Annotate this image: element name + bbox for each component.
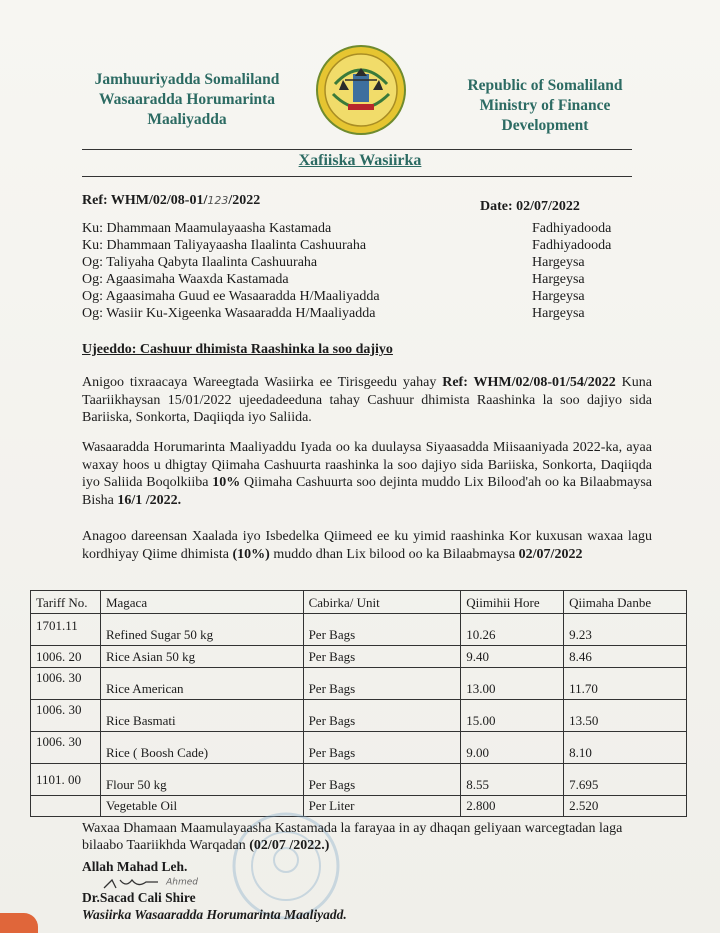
paragraph-1 bbox=[82, 374, 652, 427]
cell-old-price: 13.00 bbox=[461, 668, 564, 700]
signer-name: Dr.Sacad Cali Shire bbox=[82, 890, 196, 905]
p2-date: 16/1 /2022. bbox=[117, 492, 182, 508]
table-header-row bbox=[31, 591, 687, 614]
p2-text-mid: Qiimaha Cashuurta soo dejinta muddo Lix Bilood'ah oo ka Bilaabmaysa Bisha bbox=[82, 475, 652, 508]
col-old-price: Qiimihii Hore bbox=[461, 591, 564, 614]
col-new-price: Qiimaha Danbe bbox=[564, 591, 687, 614]
cell-tariff: 1101. 00 bbox=[31, 764, 101, 796]
reference-number bbox=[82, 193, 260, 209]
p3-text: Anagoo dareensan Xaalada iyo Isbedelka Qiimeed ee ku yimid raashinka Kor kuxusan waxaa lagu kordhiyay Qiime dhimista bbox=[82, 529, 652, 562]
cell-name: Rice Basmati bbox=[100, 700, 303, 732]
header-english bbox=[430, 76, 660, 136]
col-name: Magaca bbox=[100, 591, 303, 614]
recipient-place: Hargeysa bbox=[532, 255, 585, 270]
p1-text-end: Kuna Taariikhaysan 15/01/2022 ujeedadeeduna tahay Cashuur dhimista Raashinka la soo dajiyo sida Bariiska, Sonkorta, Daqiiqda iyo Saliida. bbox=[82, 375, 652, 425]
cell-unit: Per Bags bbox=[303, 764, 461, 796]
table-row bbox=[31, 764, 687, 796]
col-unit: Cabirka/ Unit bbox=[303, 591, 461, 614]
header-left-line-3: Maaliyadda bbox=[147, 111, 227, 128]
cell-name: Rice Asian 50 kg bbox=[100, 646, 303, 668]
p3-percent: (10%) bbox=[232, 546, 270, 562]
signer-title: Wasiirka Wasaaradda Horumarinta Maaliyadd. bbox=[82, 907, 347, 922]
p2-text: Wasaaradda Horumarinta Maaliyaddu Iyada oo ka duulaysa Siyaasadda Miisaaniyada 2022-ka, ayaa waxay hoos u dhigtay Qiimaha Cashuurta raashinka la soo dajiyo sida Bariiska, Sonkorta, Daqiiqda iyo Saliida Boqolkiiba bbox=[82, 440, 652, 490]
cell-tariff: 1701.11 bbox=[31, 614, 101, 646]
cell-tariff: 1006. 30 bbox=[31, 732, 101, 764]
recipient-row bbox=[82, 305, 642, 322]
header-right-line-3: Development bbox=[501, 117, 589, 134]
recipient-place: Hargeysa bbox=[532, 306, 585, 321]
cell-tariff bbox=[31, 796, 101, 817]
cell-new-price: 8.46 bbox=[564, 646, 687, 668]
header-rule-top bbox=[82, 149, 632, 150]
cell-new-price: 9.23 bbox=[564, 614, 687, 646]
closing-text: Waxaa Dhamaan Maamulayaasha Kastamada la farayaa in ay dhaqan geliyaan warcegtadan laga bilaabo Taariikhda Warqadan bbox=[82, 821, 623, 853]
ref-prefix: Ref: WHM/02/08-01/ bbox=[82, 193, 208, 208]
cell-name: Rice ( Boosh Cade) bbox=[100, 732, 303, 764]
header-right-line-1: Republic of Somaliland bbox=[467, 77, 623, 94]
header-left-line-2: Wasaaradda Horumarinta bbox=[98, 91, 276, 108]
cell-unit: Per Liter bbox=[303, 796, 461, 817]
recipient-list bbox=[82, 220, 642, 322]
cell-old-price: 9.40 bbox=[461, 646, 564, 668]
paragraph-2 bbox=[82, 439, 652, 509]
cell-new-price: 13.50 bbox=[564, 700, 687, 732]
cell-unit: Per Bags bbox=[303, 668, 461, 700]
col-tariff-no: Tariff No. bbox=[31, 591, 101, 614]
cell-new-price: 8.10 bbox=[564, 732, 687, 764]
paragraph-3 bbox=[82, 528, 652, 563]
recipient-name: Og: Wasiir Ku-Xigeenka Wasaaradda H/Maaliyadda bbox=[82, 306, 376, 321]
header-right-line-2: Ministry of Finance bbox=[479, 97, 611, 114]
cell-tariff: 1006. 30 bbox=[31, 700, 101, 732]
cell-unit: Per Bags bbox=[303, 700, 461, 732]
recipient-row bbox=[82, 254, 642, 271]
recipient-name: Og: Taliyaha Qabyta Ilaalinta Cashuuraha bbox=[82, 255, 318, 270]
table-row bbox=[31, 732, 687, 764]
table-row bbox=[31, 700, 687, 732]
table-row bbox=[31, 614, 687, 646]
ref-handwritten: 123 bbox=[207, 194, 229, 207]
p1-ref: Ref: WHM/02/08-01/54/2022 bbox=[442, 375, 616, 390]
cell-tariff: 1006. 30 bbox=[31, 668, 101, 700]
table-row bbox=[31, 668, 687, 700]
table-row bbox=[31, 646, 687, 668]
corner-decoration bbox=[0, 913, 38, 933]
cell-old-price: 15.00 bbox=[461, 700, 564, 732]
cell-old-price: 2.800 bbox=[461, 796, 564, 817]
table-row bbox=[31, 796, 687, 817]
recipient-name: Ku: Dhammaan Taliyayaasha Ilaalinta Cashuuraha bbox=[82, 238, 367, 253]
p2-percent: 10% bbox=[212, 475, 241, 490]
recipient-place: Fadhiyadooda bbox=[532, 238, 612, 253]
recipient-row bbox=[82, 288, 642, 305]
cell-new-price: 11.70 bbox=[564, 668, 687, 700]
closing-date: (02/07 /2022.) bbox=[249, 838, 330, 853]
cell-name: Rice American bbox=[100, 668, 303, 700]
cell-old-price: 10.26 bbox=[461, 614, 564, 646]
cell-old-price: 9.00 bbox=[461, 732, 564, 764]
recipient-name: Og: Agaasimaha Guud ee Wasaaradda H/Maaliyadda bbox=[82, 289, 380, 304]
cell-old-price: 8.55 bbox=[461, 764, 564, 796]
tariff-table bbox=[30, 590, 687, 817]
p1-text: Anigoo tixraacaya Wareegtada Wasiirka ee Tirisgeedu yahay bbox=[82, 375, 443, 390]
recipient-row bbox=[82, 271, 642, 288]
closing-instruction bbox=[82, 820, 657, 854]
recipient-place: Hargeysa bbox=[532, 289, 585, 304]
cell-tariff: 1006. 20 bbox=[31, 646, 101, 668]
recipient-name: Og: Agaasimaha Waaxda Kastamada bbox=[82, 272, 289, 287]
recipient-place: Hargeysa bbox=[532, 272, 585, 287]
recipient-name: Ku: Dhammaan Maamulayaasha Kastamada bbox=[82, 221, 332, 236]
header-somali bbox=[62, 70, 312, 130]
cell-unit: Per Bags bbox=[303, 646, 461, 668]
recipient-row bbox=[82, 220, 642, 237]
cell-name: Refined Sugar 50 kg bbox=[100, 614, 303, 646]
header-rule-bottom bbox=[82, 176, 632, 177]
office-title: Xafiiska Wasiirka bbox=[298, 152, 422, 169]
cell-new-price: 7.695 bbox=[564, 764, 687, 796]
cell-unit: Per Bags bbox=[303, 614, 461, 646]
recipient-row bbox=[82, 237, 642, 254]
letter-date: Date: 02/07/2022 bbox=[480, 199, 580, 214]
greeting: Allah Mahad Leh. bbox=[82, 859, 188, 874]
cell-unit: Per Bags bbox=[303, 732, 461, 764]
cell-new-price: 2.520 bbox=[564, 796, 687, 817]
cell-name: Vegetable Oil bbox=[100, 796, 303, 817]
coat-of-arms-seal-icon bbox=[315, 44, 407, 136]
header-left-line-1: Jamhuuriyadda Somaliland bbox=[94, 71, 280, 88]
signature-squiggle-icon bbox=[102, 876, 162, 890]
subject-line: Ujeeddo: Cashuur dhimista Raashinka la soo dajiyo bbox=[82, 342, 393, 357]
recipient-place: Fadhiyadooda bbox=[532, 221, 612, 236]
ref-year: /2022 bbox=[228, 193, 261, 208]
cell-name: Flour 50 kg bbox=[100, 764, 303, 796]
p3-date: 02/07/2022 bbox=[518, 546, 583, 562]
signature-text: Ahmed bbox=[166, 877, 199, 888]
p3-text-mid: muddo dhan Lix bilood oo ka Bilaabmaysa bbox=[269, 546, 519, 562]
